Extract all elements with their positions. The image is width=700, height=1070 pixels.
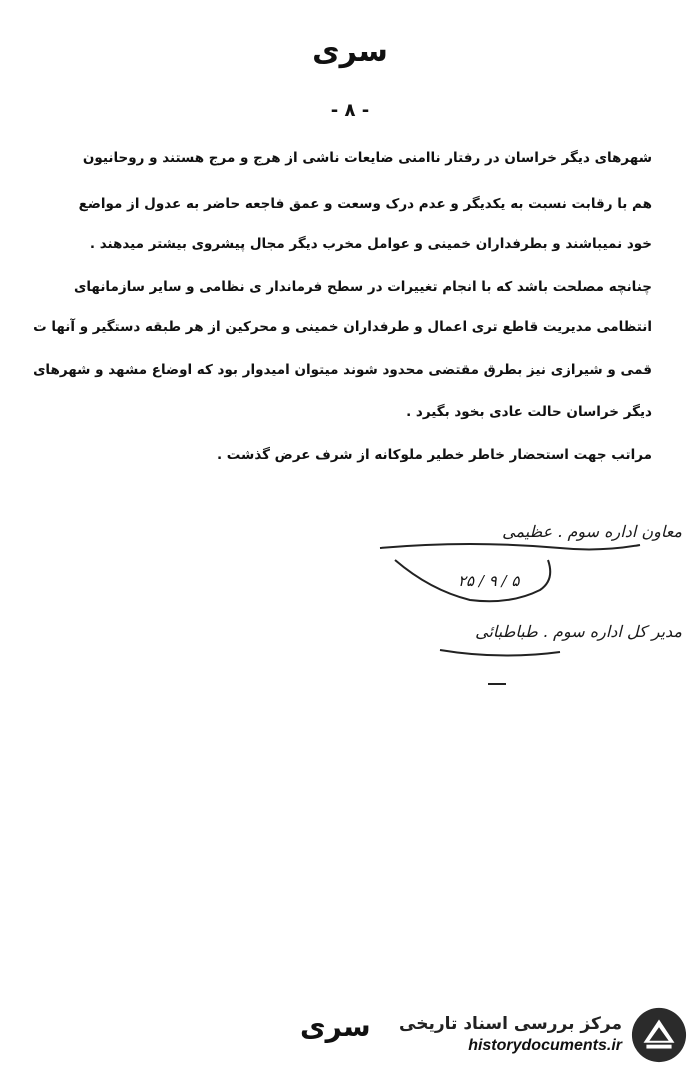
page-number: - ۸ - <box>330 100 370 121</box>
signature-second: مدیر کل اداره سوم . طباطبائی <box>475 622 682 641</box>
body-line: چنانچه مصلحت باشد که با انجام تغییرات در سطح فرماندار ی نظامی و سایر سازمانهای <box>73 279 652 295</box>
body-line: انتظامی مدیریت قاطع تری اعمال و طرفداران خمینی و محرکین از هر طبقه دستگیر و آنها ت <box>33 319 652 335</box>
archive-logo-icon <box>630 1006 688 1064</box>
body-line: دیگر خراسان حالت عادی بخود بگیرد . <box>406 404 652 420</box>
watermark-name: مرکز بررسی اسناد تاریخی <box>399 1014 622 1034</box>
body-line: مراتب جهت استحضار خاطر خطیر ملوکانه از شرف عرض گذشت . <box>216 447 652 463</box>
watermark <box>399 1006 688 1064</box>
signature-date: ۲۵ / ۹ / ۵ <box>458 572 520 590</box>
body-line: شهرهای دیگر خراسان در رفتار ناامنی ضایعات ناشی از هرج و مرج هستند و روحانیون <box>82 150 652 166</box>
body-line: قمی و شیرازی نیز بطرق مقتضی محدود شوند میتوان امیدوار بود که اوضاع مشهد و شهرهای <box>33 362 652 378</box>
body-line: هم با رقابت نسبت به یکدیگر و عدم درک وسعت و عمق فاجعه حاضر به عدول از مواضع <box>78 196 652 212</box>
body-line: خود نمیباشند و بطرفداران خمینی و عوامل مخرب دیگر مجال پیشروی بیشتر میدهند . <box>89 236 652 252</box>
classification-footer: سری <box>300 1010 371 1043</box>
classification-header: سری <box>312 34 388 69</box>
signature-first: معاون اداره سوم . عظیمی <box>502 522 682 541</box>
watermark-url: historydocuments.ir <box>468 1037 622 1054</box>
